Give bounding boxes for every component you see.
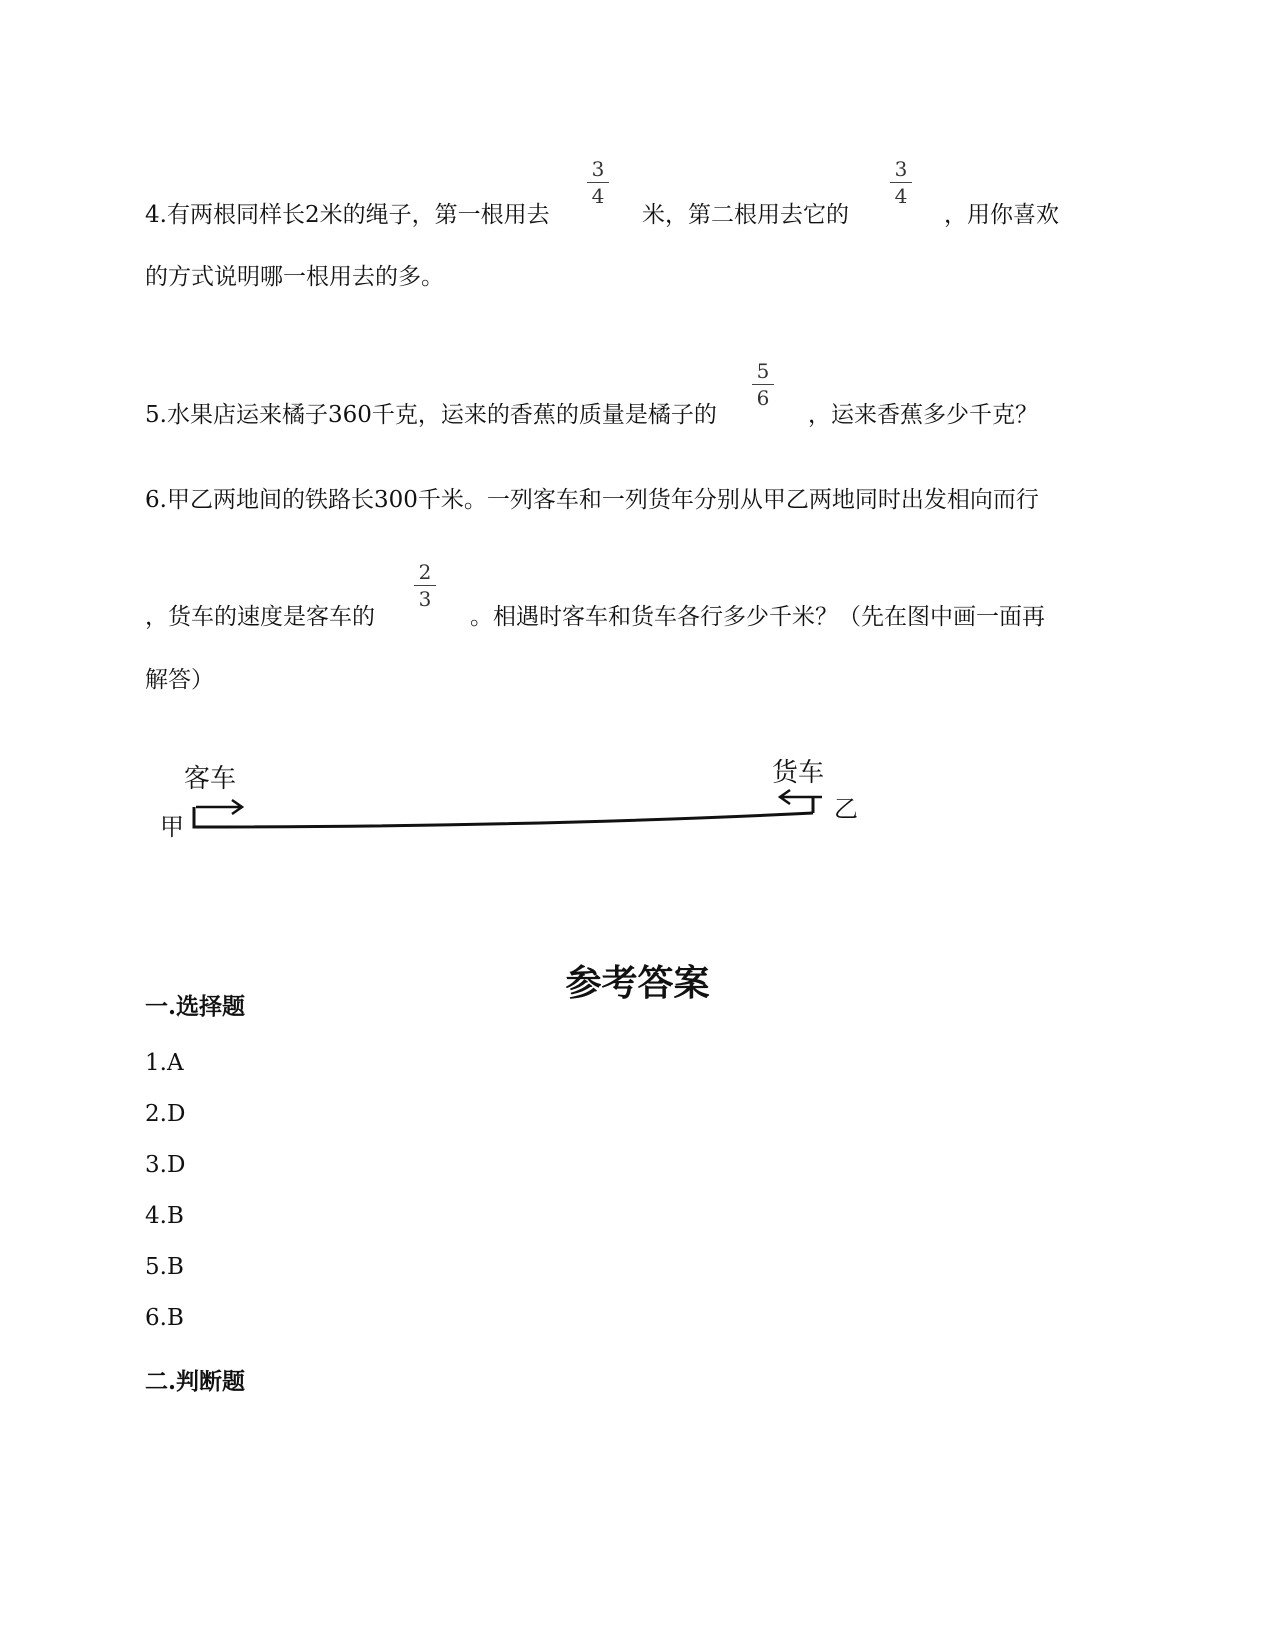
q6-text-part1: ，货车的速度是客车的 bbox=[145, 604, 375, 630]
q4-fraction-1-numerator: 3 bbox=[591, 157, 605, 181]
q5-fraction bbox=[748, 360, 778, 409]
q6-text-line3: 解答） bbox=[145, 667, 214, 693]
q5-fraction-numerator: 5 bbox=[756, 359, 770, 383]
place-yi-label: 乙 bbox=[834, 795, 858, 823]
railway-line bbox=[194, 807, 813, 827]
q5-text-part2: ，运来香蕉多少千克？ bbox=[808, 402, 1038, 428]
place-jia-label: 甲 bbox=[160, 813, 184, 841]
q4-text-part1: 4.有两根同样长2米的绳子，第一根用去 bbox=[145, 202, 550, 228]
q4-text-part2: 米，第二根用去它的 bbox=[642, 202, 849, 228]
q5-fraction-denominator: 6 bbox=[756, 386, 770, 410]
fraction-bar bbox=[414, 585, 436, 586]
q6-fraction-denominator: 3 bbox=[418, 587, 432, 611]
answer-item: 1.A bbox=[145, 1050, 184, 1076]
q4-text-line2: 的方式说明哪一根用去的多。 bbox=[145, 264, 444, 290]
q6-fraction bbox=[410, 561, 440, 610]
q5-text-part1: 5.水果店运来橘子360千克，运来的香蕉的质量是橘子的 bbox=[145, 402, 717, 428]
q4-fraction-2-numerator: 3 bbox=[894, 157, 908, 181]
answer-item: 5.B bbox=[145, 1254, 184, 1280]
answer-item: 4.B bbox=[145, 1203, 184, 1229]
q6-text-part2: 。相遇时客车和货车各行多少千米？（先在图中画一面再 bbox=[470, 604, 1045, 630]
section-choice-heading: 一.选择题 bbox=[145, 993, 246, 1020]
answer-title: 参考答案 bbox=[565, 962, 710, 1004]
answer-item: 2.D bbox=[145, 1101, 186, 1127]
passenger-train-label: 客车 bbox=[184, 764, 237, 794]
q6-fraction-numerator: 2 bbox=[418, 560, 432, 584]
fraction-bar bbox=[890, 182, 912, 183]
left-arrow-icon bbox=[780, 790, 822, 804]
section-judgment-heading: 二.判断题 bbox=[145, 1368, 246, 1395]
freight-train-label: 货车 bbox=[772, 758, 825, 788]
fraction-bar bbox=[752, 384, 774, 385]
q4-fraction-2 bbox=[886, 158, 916, 207]
q6-text-line1: 6.甲乙两地间的铁路长300千米。一列客车和一列货年分别从甲乙两地同时出发相向而行 bbox=[145, 487, 1039, 513]
answer-item: 3.D bbox=[145, 1152, 186, 1178]
answer-item: 6.B bbox=[145, 1305, 184, 1331]
railway-diagram bbox=[150, 745, 880, 855]
q4-fraction-1 bbox=[583, 158, 613, 207]
q4-text-part3: ，用你喜欢 bbox=[944, 202, 1059, 228]
q4-fraction-2-denominator: 4 bbox=[894, 184, 908, 208]
fraction-bar bbox=[587, 182, 609, 183]
q4-fraction-1-denominator: 4 bbox=[591, 184, 605, 208]
right-arrow-icon bbox=[196, 800, 242, 814]
